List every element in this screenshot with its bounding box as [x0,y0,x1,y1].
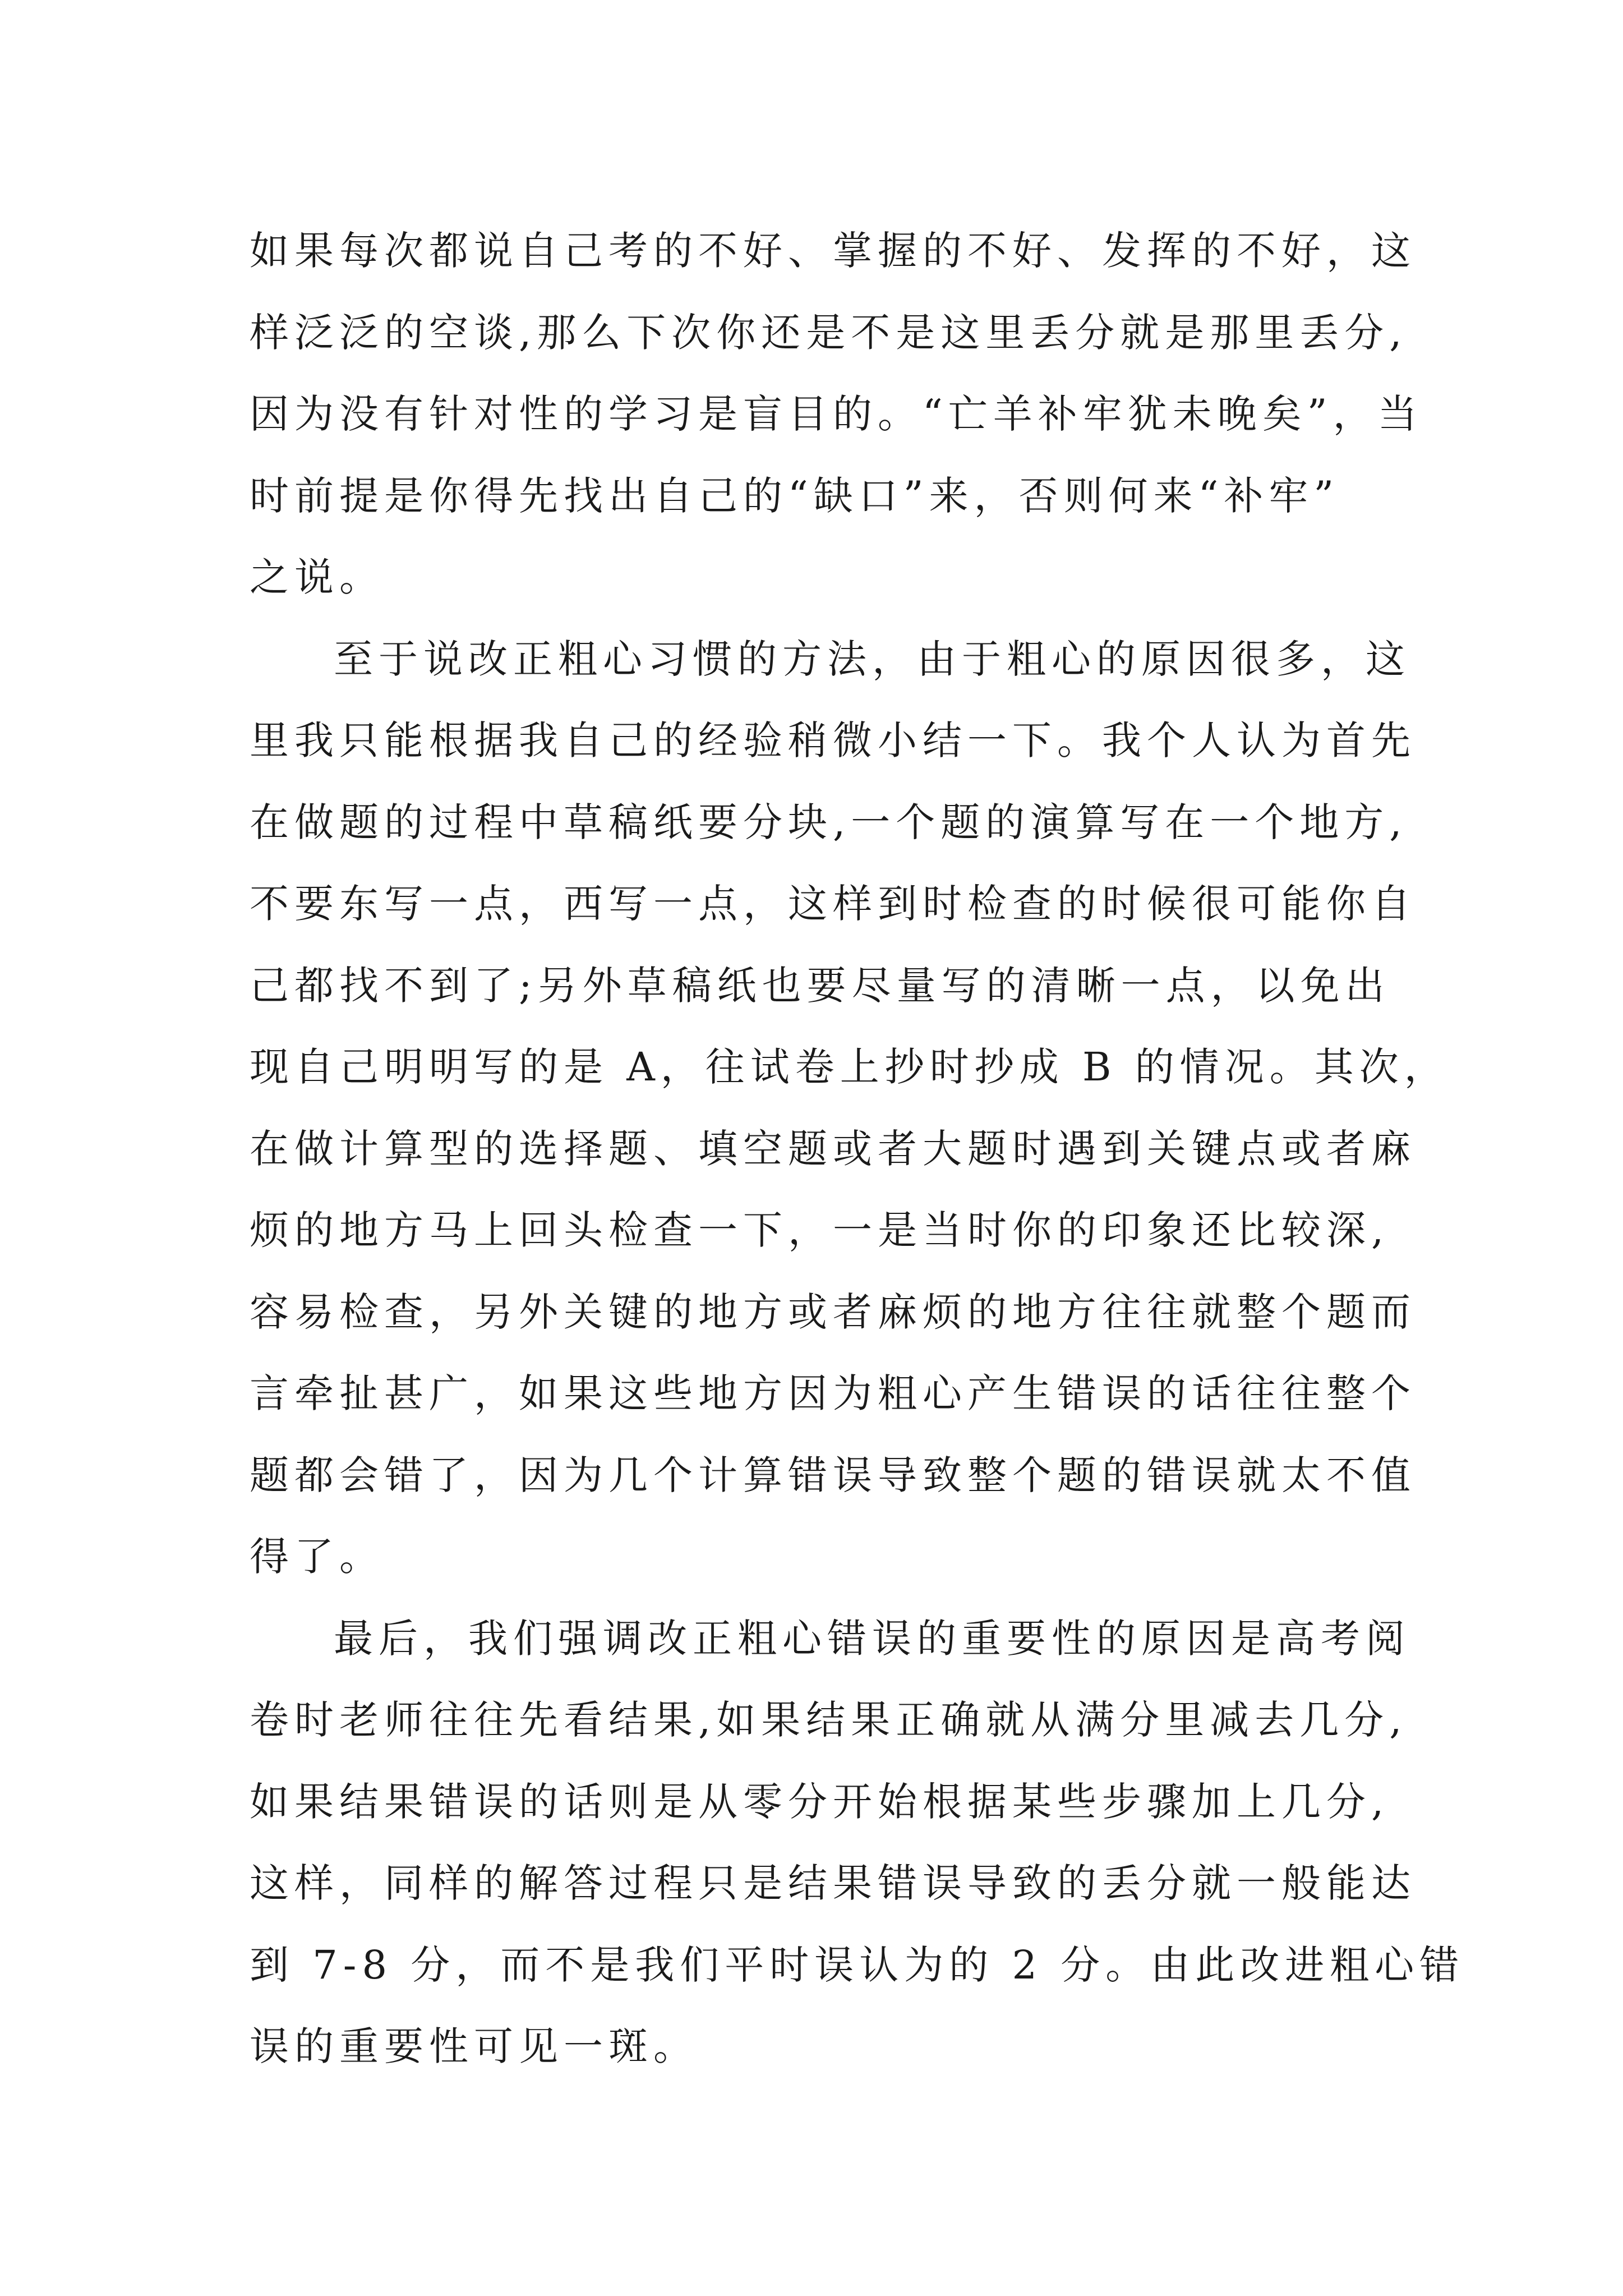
paragraph-1-line-1: 如果每次都说自己考的不好、掌握的不好、发挥的不好，这 [250,228,1416,274]
paragraph-2-line-8: 烦的地方马上回头检查一下，一是当时你的印象还比较深, [250,1207,1390,1253]
paragraph-2-line-9: 容易检查，另外关键的地方或者麻烦的地方往往就整个题而 [250,1289,1416,1335]
paragraph-2-line-10: 言牵扯甚广，如果这些地方因为粗心产生错误的话往往整个 [250,1370,1416,1416]
paragraph-2-line-5: 己都找不到了;另外草稿纸也要尽量写的清晰一点，以免出 [250,962,1390,1009]
paragraph-2-line-4: 不要东写一点，西写一点，这样到时检查的时候很可能你自 [250,881,1416,927]
paragraph-1-line-4: 时前提是你得先找出自己的“缺口”来，否则何来“补牢” [250,472,1340,519]
paragraph-3-line-5: 到 7-8 分，而不是我们平时误认为的 2 分。由此改进粗心错 [250,1941,1465,1988]
paragraph-3-line-2: 卷时老师往往先看结果,如果结果正确就从满分里减去几分, [250,1697,1408,1743]
paragraph-2-line-6: 现自己明明写的是 A，往试卷上抄时抄成 B 的情况。其次， [250,1044,1449,1090]
document-body [250,210,1465,2088]
paragraph-3-line-1: 最后，我们强调改正粗心错误的重要性的原因是高考阅 [334,1615,1410,1662]
paragraph-2-line-3: 在做题的过程中草稿纸要分块,一个题的演算写在一个地方, [250,799,1408,845]
paragraph-1-line-2: 样泛泛的空谈,那么下次你还是不是这里丢分就是那里丢分, [250,309,1408,356]
paragraph-2-line-12: 得了。 [250,1534,384,1580]
paragraph-3-line-3: 如果结果错误的话则是从零分开始根据某些步骤加上几分, [250,1778,1390,1825]
paragraph-1-line-5: 之说。 [250,554,384,600]
paragraph-3-line-4: 这样，同样的解答过程只是结果错误导致的丢分就一般能达 [250,1860,1416,1906]
paragraph-2-line-1: 至于说改正粗心习惯的方法，由于粗心的原因很多，这 [334,636,1410,682]
paragraph-2-line-7: 在做计算型的选择题、填空题或者大题时遇到关键点或者麻 [250,1125,1416,1172]
paragraph-2-line-2: 里我只能根据我自己的经验稍微小结一下。我个人认为首先 [250,717,1416,763]
paragraph-3-line-6: 误的重要性可见一斑。 [250,2023,698,2069]
paragraph-2-line-11: 题都会错了，因为几个计算错误导致整个题的错误就太不值 [250,1452,1416,1498]
paragraph-1-line-3: 因为没有针对性的学习是盲目的。“亡羊补牢犹未晚矣”，当 [250,391,1423,437]
